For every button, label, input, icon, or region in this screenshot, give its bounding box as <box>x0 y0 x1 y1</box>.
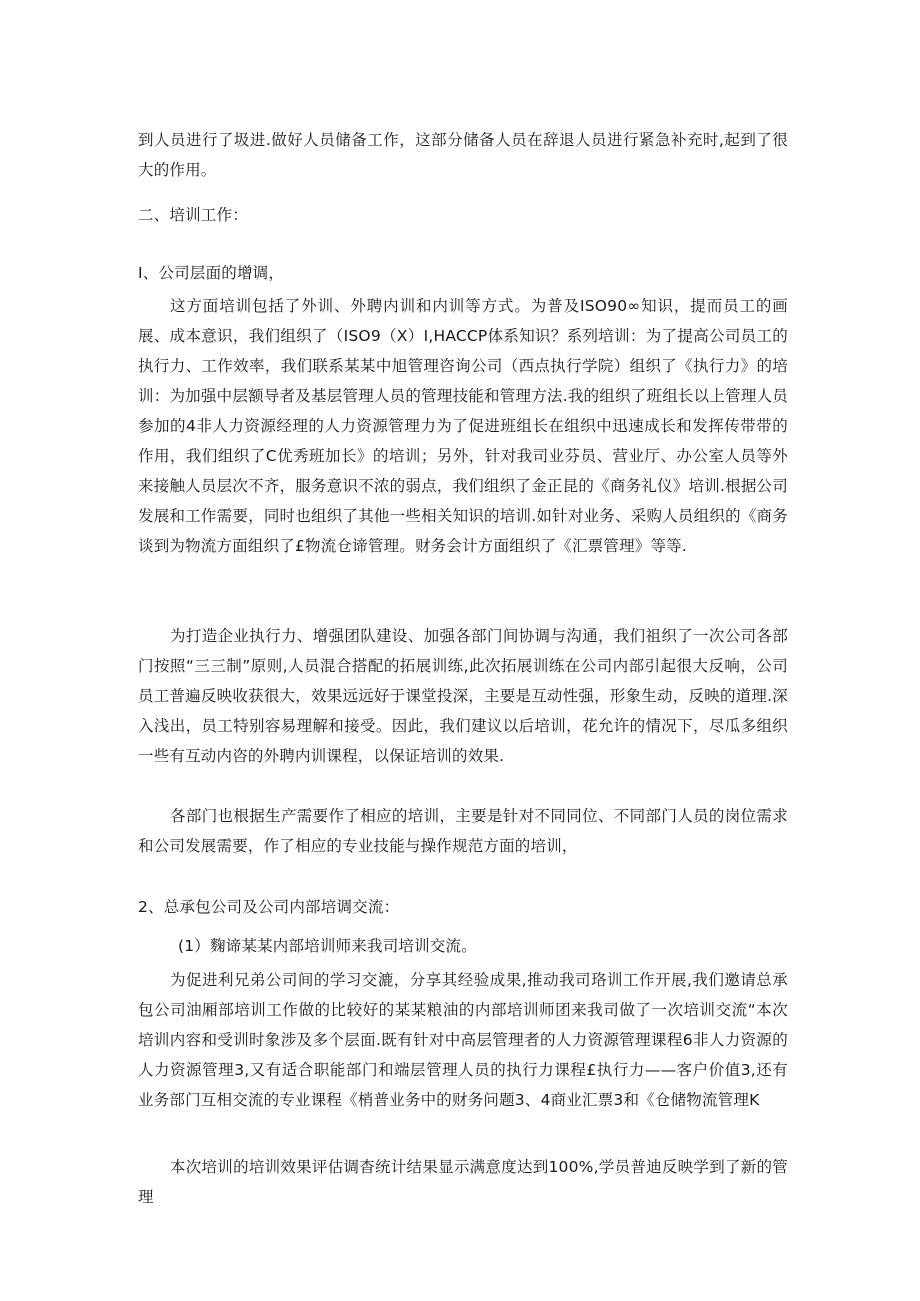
paragraph-company-level-training: 这方面培训包括了外训、外聘内训和内训等方式。为普及ISO90∞知识，提而员工的画展、成本意识，我们组织了（ISO9（X）I,HACCP体系知识？系列培训：为了提高公司员工的执行力、工作效率，我们联系某某中旭管理咨询公司（西点执行学院）组织了《执行力》的培训：为加强中层额导者及基层管理人员的管理技能和管理方法.我的组织了班组长以上管理人员参加的4非人力资源经理的人力资源管理力为了促进班组长在组织中迅速成长和发挥传带带的作用，我们组织了C优秀班加长》的培训；另外，针对我司业芬员、营业厅、办公室人员等外来接触人员层次不齐，服务意识不浓的弱点，我们组织了金正昆的《商务礼仪》培训.根据公司发展和工作需要，同时也组织了其他一些相关知识的培训.如针对业务、采购人员组织的《商务谈到为物流方面组织了£物流仓谛管理。财务会计方面组织了《汇票管理》等等. <box>138 297 788 555</box>
section-2-heading: 二、培训工作： <box>138 206 248 224</box>
subsection-2-heading: 2、总承包公司及公司内部培调交流： <box>138 898 400 916</box>
paragraph-outreach-training: 为打造企业执行力、增强团队建设、加强各部门间协调与沟通，我们祖织了一次公司各部门按照“三三制”原则,人员混合搭配的拓展训练,此次拓展训练在公司内部引起很大反响，公司员工普遍反映收获很大，效果远远好于课堂投深，主要是互动性强，形象生动，反映的道理.深入浅出，员工特别容易理解和接受。因此，我们建议以后培训，花允许的情况下，尽瓜多组织一些有互动内咨的外聘内训课程，以保证培训的效果. <box>138 627 788 765</box>
paragraph-department-training: 各部门也根据生产需要作了相应的培训，主要是针对不同同位、不同部门人员的岗位需求和公司发展需要，作了相应的专业技能与操作规范方面的培训， <box>138 807 788 855</box>
paragraph-evaluation: 本次培训的培训效果评估调杳统计结果显示满意度达到100%,学员普迪反映学到了新的管理 <box>138 1158 788 1206</box>
subsection-2-item-1: (1）麴谛某某内部培训师来我司培训交流。 <box>178 937 477 955</box>
paragraph-exchange-training: 为促进利兄弟公司间的学习交漉，分享其经验成果,推动我司珞训工作开展,我们邀请总承包公司油厢部培训工作做的比较好的某某粮油的内部培训师团来我司做了一次培训交流“本次培训内容和受训时象涉及多个层面.既有针对中高层管理者的人力资源管理课程6非人力资源的人力资源管理3,又有适合职能部门和端层管理人员的执行力课程£执行力——客户价值3,还有业务部门互相交流的专业课程《梢普业务中的财务问题3、4商业汇票3和《仓储物流管理K <box>138 971 788 1109</box>
intro-paragraph: 到人员进行了圾进.做好人员储备工作，这部分储备人员在辞退人员进行紧急补充时,起到了很大的作用。 <box>138 131 788 179</box>
subsection-1-heading: I、公司层面的增调， <box>138 264 285 282</box>
